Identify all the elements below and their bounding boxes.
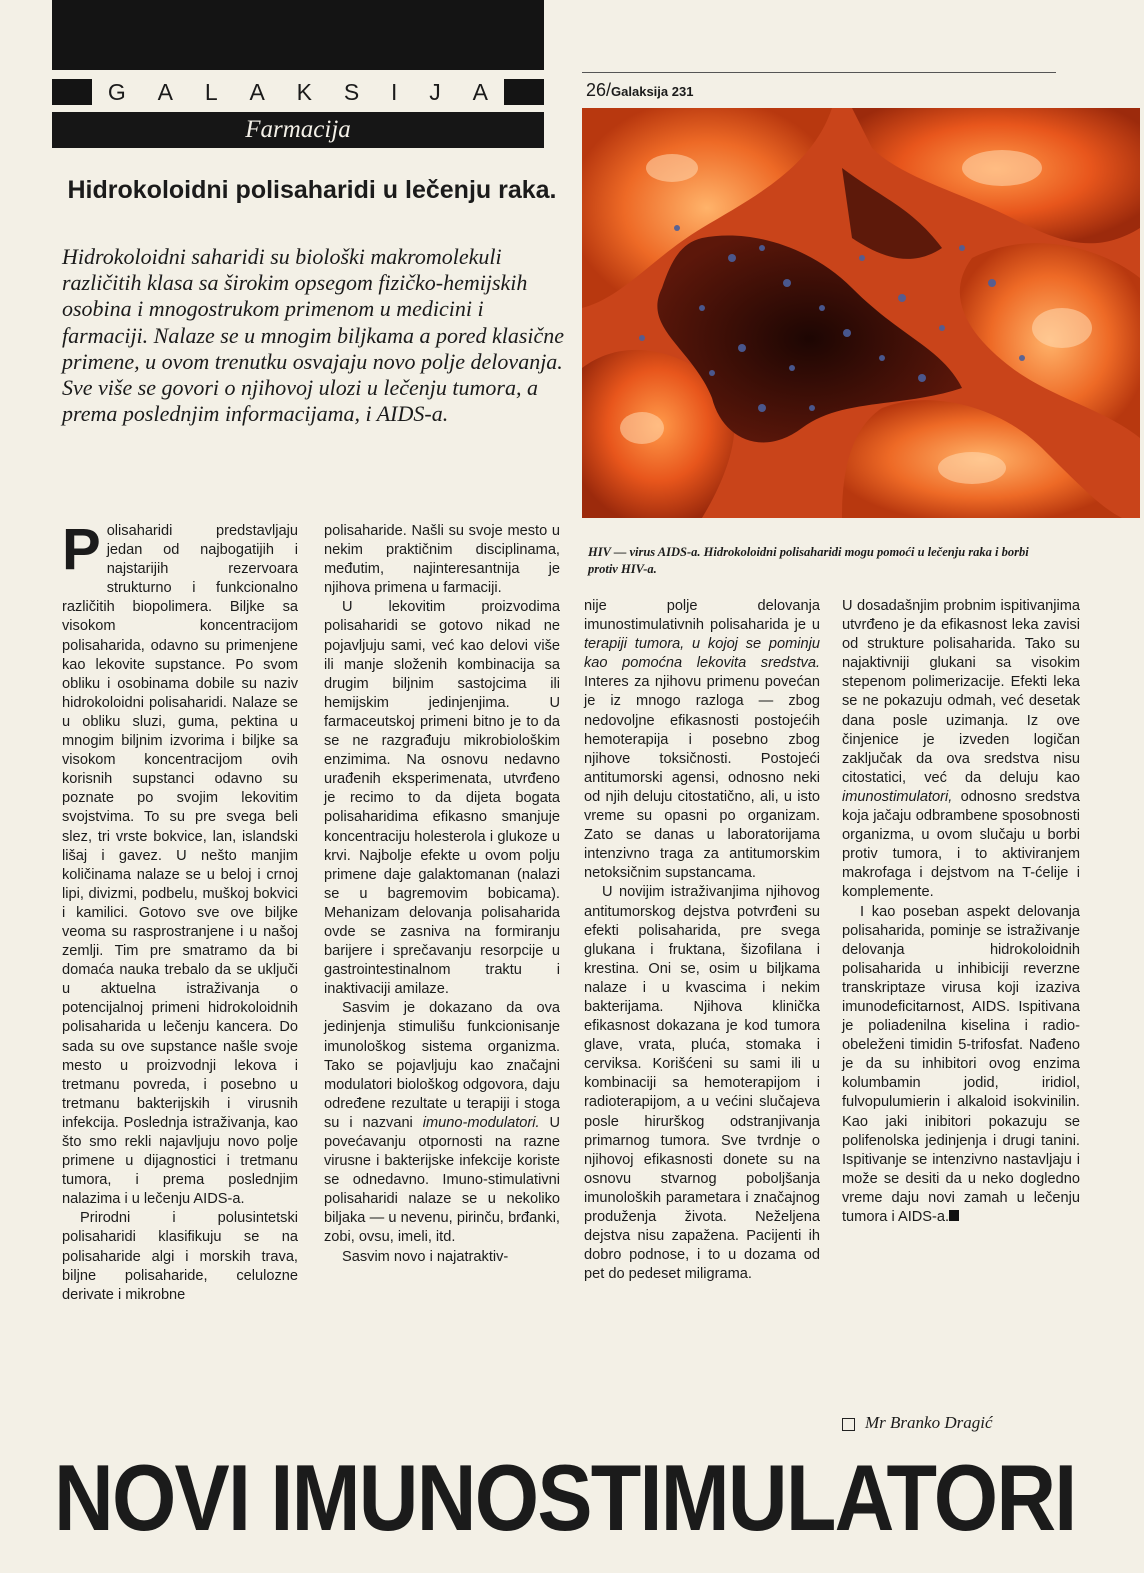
issue-label: Galaksija 231 — [611, 84, 694, 99]
masthead-letter: A — [157, 78, 173, 105]
paragraph-text: odnosno sredstva koja jačaju odbrambene sposobnosti organizma, u ovom slučaju u borbi protiv tumora, i to aktiviranjem makrofaga i dejstvom na T-ćelije i komplemente. — [842, 788, 1080, 901]
masthead-letter: A — [249, 78, 265, 105]
micrograph-illustration — [582, 108, 1140, 518]
masthead-letter: J — [429, 78, 441, 105]
paragraph: polisaharide. Našli su svoje mesto u nekim praktičnim disciplinama, međutim, najinteresantnija je njihova primena u farmaciji. — [324, 523, 560, 597]
paragraph-text: Interes za njihovu primenu povećan je iz mnogo razloga — zbog nedovoljne efikasnosti postojećih hemoterapija i posebno zbog njihove toksičnosti. Postojeći antitumorski agensi, odnosno neki od njih deluju citostatično, ali, u isto vreme su opasni po organizam. Zato se danas u laboratorijama intenzivno traga za antitumorskim netoksičnim supstancama. — [584, 674, 820, 882]
paragraph: Sasvim novo i najatraktiv- — [342, 1248, 509, 1265]
paragraph — [842, 597, 1080, 903]
paragraph-text: I kao poseban aspekt delovanja polisaharida, pominje se istraživanje delovanja hidrokoloidnih polisaharida u inhibiciji reverzne transkriptaze virusa koji izaziva imunodeficitarnost, AIDS. Ispitivana je poliadenilna kiselina i radio-obeleženi timidin 5-trifosfat. Nađeno je da su inhibitori ovog enzima kolumbamin jodid, iridiol, fulvopulumierin i alkaloid isokvinilin. Kao jaki inibitori pokazuju se polifenolska jedinjenja i drugi tanini. Ispitivanje se intenzivno nastavljaju i može se desiti da u neko dogledno vreme daju novi zamah u lečenju tumora i AIDS-a. — [842, 903, 1080, 1225]
photo-caption: HIV — virus AIDS-a. Hidrokoloidni polisaharidi mogu pomoći u lečenju raka i borbi protiv HIV-a. — [588, 545, 1029, 576]
article-column-2 — [324, 522, 560, 1267]
paragraph: U lekovitim proizvodima polisaharidi se gotovo nikad ne pojavljuju sami, već kao delovi više ili manje složenih kombinacija sa drugim biljnim sastojcima ili hemijskim jedinjenjima. U farmaceutskoj primeni bitno je to da se ne razgrađuju mikrobiološkim enzimima. Na osnovu nedavno urađenih eksperimenata, utvrđeno je recimo to da dijeta bogata polisaharidima efikasno smanjuje koncentraciju holesterola i glukoze u krvi. Najbolje efekte u ovom polju primene daje galaktomanan (nalazi se u bagremovim bobicama). Mehanizam delovanja polisaharida ovde se zasniva na formiranju barijere i sprečavanju resorpcije u gastrointestinalnom traktu i inaktivaciji amilaze. — [324, 599, 560, 998]
masthead-letter: S — [343, 78, 360, 105]
article-column-3 — [584, 597, 820, 1284]
author-signature — [842, 1413, 992, 1433]
paragraph — [584, 597, 820, 883]
masthead-letter: G — [107, 78, 126, 105]
masthead-letter: L — [204, 78, 218, 105]
top-black-bar — [52, 0, 544, 70]
paragraph-text: nije polje delovanja imunostimulativnih polisaharida je u — [584, 598, 820, 634]
page-rule — [582, 72, 1056, 73]
article-column-4 — [842, 597, 1080, 1227]
masthead-letter: K — [296, 78, 313, 105]
emphasis-text: terapiji tumora, u kojoj se pominju kao pomoćna lekovita sredstva. — [584, 636, 820, 672]
masthead-block-right — [504, 79, 544, 105]
hiv-micrograph-photo — [582, 108, 1140, 518]
section-rubric: Farmacija — [52, 112, 544, 148]
article-lead: Hidrokoloidni saharidi su biološki makromolekuli različitih klasa sa širokim opsegom fizičko-hemijskih osobina i mnogostrukom primenom u medicini i farmaciji. Nalaze se u mnogim biljkama a pored klasične primene, u ovom trenutku osvajaju novo polje delovanja. Sve više se govori o njihovoj ulozi u lečenju tumora, a prema poslednjim informacijama, i AIDS-a. — [62, 244, 565, 427]
masthead-letter: A — [472, 78, 488, 105]
article-headline: Hidrokoloidni polisaharidi u lečenju raka. — [67, 176, 557, 204]
masthead-letter: I — [391, 78, 398, 105]
emphasis-text: imunostimulatori, — [842, 788, 953, 805]
drop-cap: P — [62, 517, 101, 582]
paragraph-text: U povećavanju otpornosti na razne virusne i bakterijske infekcije koriste se odnedavno. Imuno-stimulativni polisaharidi nalaze se u nekoliko biljaka — u nevenu, pirinču, brđanki, zobi, ovsu, imeli, itd. — [324, 1114, 561, 1246]
article-big-title: NOVI IMUNOSTIMULATORI — [54, 1445, 1076, 1550]
paragraph: U novijim istraživanjima njihovog antitumorskog dejstva potvrđeni su efekti polisaharida, pre svega glukana i fruktana, šizofilana i krestina. Oni se, osim u biljkama nalaze i u kvascima i nekim bakterijama. Njihova klinička efikasnost dokazana je kod tumora glave, vrata, pluća, stomaka i cerviksa. Korišćeni su sami ili u kombinaciji sa hemoterapijom i radioterapijom, a u većini slučajeva posle hirurškog odstranjivanja primarnog tumora. Sve tvrdnje o njihovoj efikasnosti donete su na osnovu stvarnog poboljšanja imunoloških parametara i značajnog produženja života. Neželjena dejstva nisu zapažena. Pacijenti ih dobro podnose, i to u dozama od pet do pedeset miligrama. — [584, 884, 820, 1283]
page-number — [586, 80, 693, 101]
masthead — [52, 76, 544, 108]
masthead-block-left — [52, 79, 92, 105]
paragraph — [324, 999, 560, 1247]
page-number-value: 26/ — [586, 80, 612, 100]
paragraph-text: Sasvim je dokazano da ova jedinjenja stimulišu funkcionisanje imunološkog sistema organizma. Tako se pojavljuju kao značajni modulatori biološkog odgovora, daju određene rezultate u terapiji i stoga su i nazvani — [324, 1000, 560, 1131]
paragraph: Prirodni i polusintetski polisaharidi klasifikuju se na polisaharide algi i morskih trava, biljne polisaharide, celulozne derivate i mikrobne — [62, 1210, 298, 1303]
author-name: Mr Branko Dragić — [865, 1413, 993, 1432]
article-column-1 — [62, 517, 298, 1305]
paragraph — [62, 517, 298, 1209]
paragraph — [842, 903, 1080, 1228]
end-mark-square — [949, 1210, 959, 1221]
paragraph-text: olisaharidi predstavljaju jedan od najbogatijih i najstarijih rezervoara strukturno i funkcionalno različitih biopolimera. Biljke sa visokom koncentracijom polisaharida, odavno su primenjene kao lekovite supstance. Po svom obliku i osobinama dobile su naziv hidrokoloidni polisaharidi. Nalaze se u obliku sluzi, guma, pektina u mnogim biljnim izvorima i biljke sa visokom koncentracijom ovih korisnih supstanci odavno su poznate po svojim lekovitim svojstvima. To su pre svega beli slez, tri vrste bokvice, lan, islandski lišaj i gavez. U nešto manjim količinama nalaze se u beloj i crnoj lipi, divizmi, podbelu, muškoj bokvici i kamilici. Gotovo sve ove biljke veoma su rasprostranjene i u našoj zemlji. Tim pre smatramo da bi domaća nauka trebalo da se uključi u aktuelna istraživanja o potencijalnoj primeni hidrokoloidnih polisaharida u lečenju kancera. Do sada su ove supstance našle svoje mesto u proizvodnji lekova i tretmanu povreda, i posebno u tretmanu bakterijskih i virusnih infekcija. Poslednja istraživanja, kao što smo rekli najavljuju novo polje primene u dijagnostici i tretmanu tumora, i prema poslednjim nalazima i u lečenju AIDS-a. — [62, 523, 298, 1208]
masthead-letters — [92, 79, 504, 106]
signature-box-icon — [842, 1418, 855, 1431]
emphasis-text: imuno-modulatori. — [422, 1114, 540, 1131]
paragraph-text: U dosadašnjim probnim ispitivanjima utvrđeno je da efikasnost leka zavisi od strukture polisaharida. Tako su najaktivniji glukani sa visokim stepenom polimerizacije. Efekti leka se ne pokazuju odmah, već desetak dana posle uzimanja. Iz ove činjenice je izveden logičan zaključak da ova sredstva nisu citostatici, već da deluju kao — [842, 598, 1080, 786]
